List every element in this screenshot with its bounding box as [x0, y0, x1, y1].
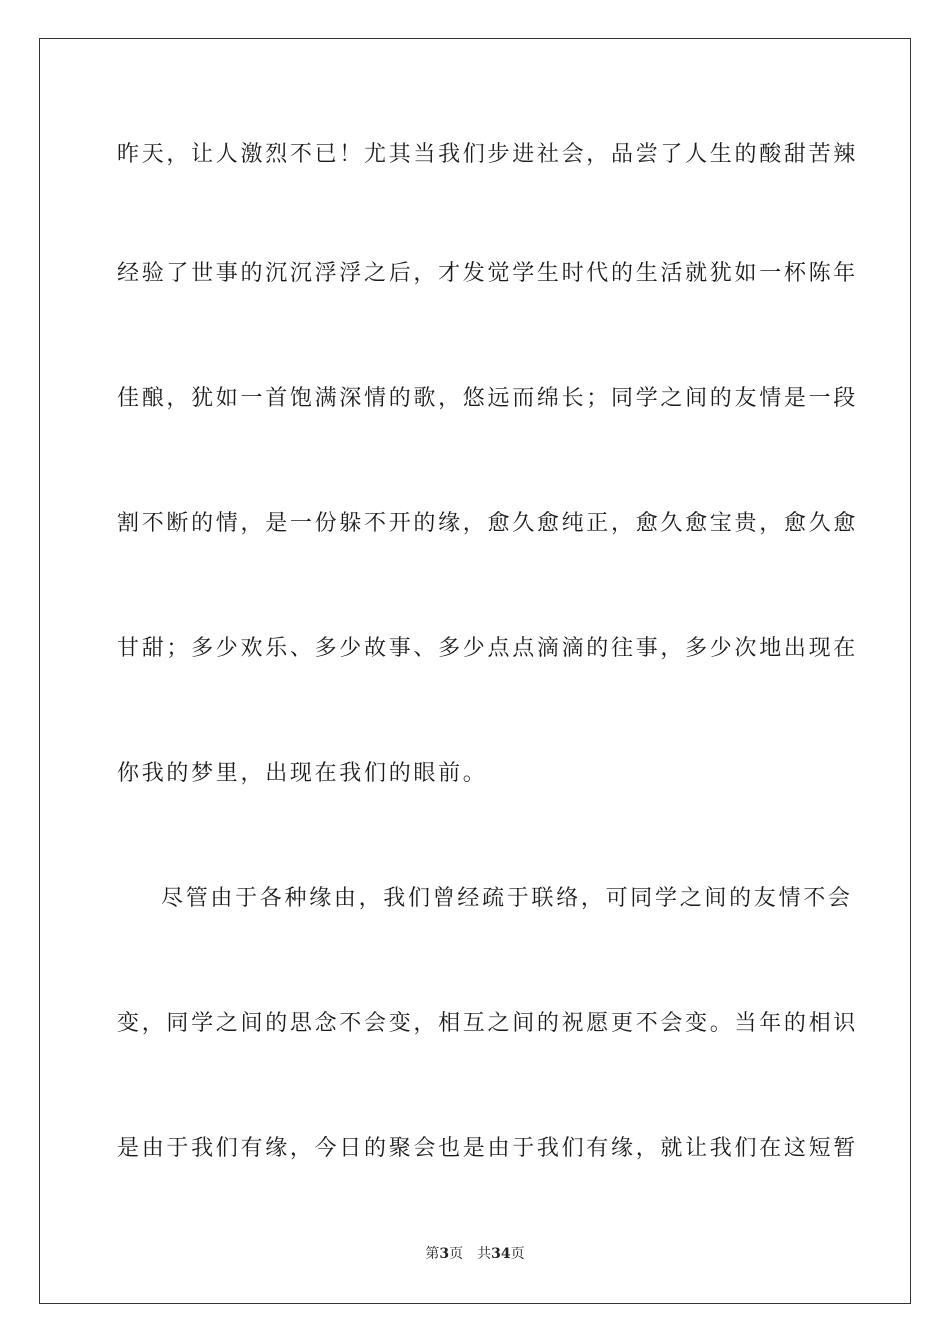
- text-line-4: 割不断的情，是一份躲不开的缘，愈久愈纯正，愈久愈宝贵，愈久愈: [117, 511, 859, 536]
- text-line-1: 昨天，让人激烈不已！尤其当我们步进社会，品尝了人生的酸甜苦辣: [117, 142, 859, 167]
- footer-total-prefix: 共: [477, 1246, 492, 1262]
- page-footer: [0, 1244, 950, 1264]
- footer-total-pages: 34: [491, 1246, 511, 1262]
- footer-page-number: 3: [439, 1246, 450, 1262]
- text-line-9: 是由于我们有缘，今日的聚会也是由于我们有缘，就让我们在这短暂: [117, 1136, 859, 1161]
- footer-total-suffix: 页: [510, 1246, 525, 1262]
- text-line-3: 佳酿，犹如一首饱满深情的歌，悠远而绵长；同学之间的友情是一段: [117, 386, 859, 411]
- text-line-7: 尽管由于各种缘由，我们曾经疏于联络，可同学之间的友情不会: [161, 886, 853, 911]
- page-frame: [39, 38, 911, 1304]
- footer-page-prefix: 第: [425, 1246, 440, 1262]
- footer-page-suffix: 页: [449, 1246, 464, 1262]
- text-line-5: 甘甜；多少欢乐、多少故事、多少点点滴滴的往事，多少次地出现在: [117, 636, 859, 661]
- text-line-2: 经验了世事的沉沉浮浮之后，才发觉学生时代的生活就犹如一杯陈年: [117, 261, 859, 286]
- text-line-8: 变，同学之间的思念不会变，相互之间的祝愿更不会变。当年的相识: [117, 1011, 859, 1036]
- text-line-6: 你我的梦里，出现在我们的眼前。: [117, 761, 488, 786]
